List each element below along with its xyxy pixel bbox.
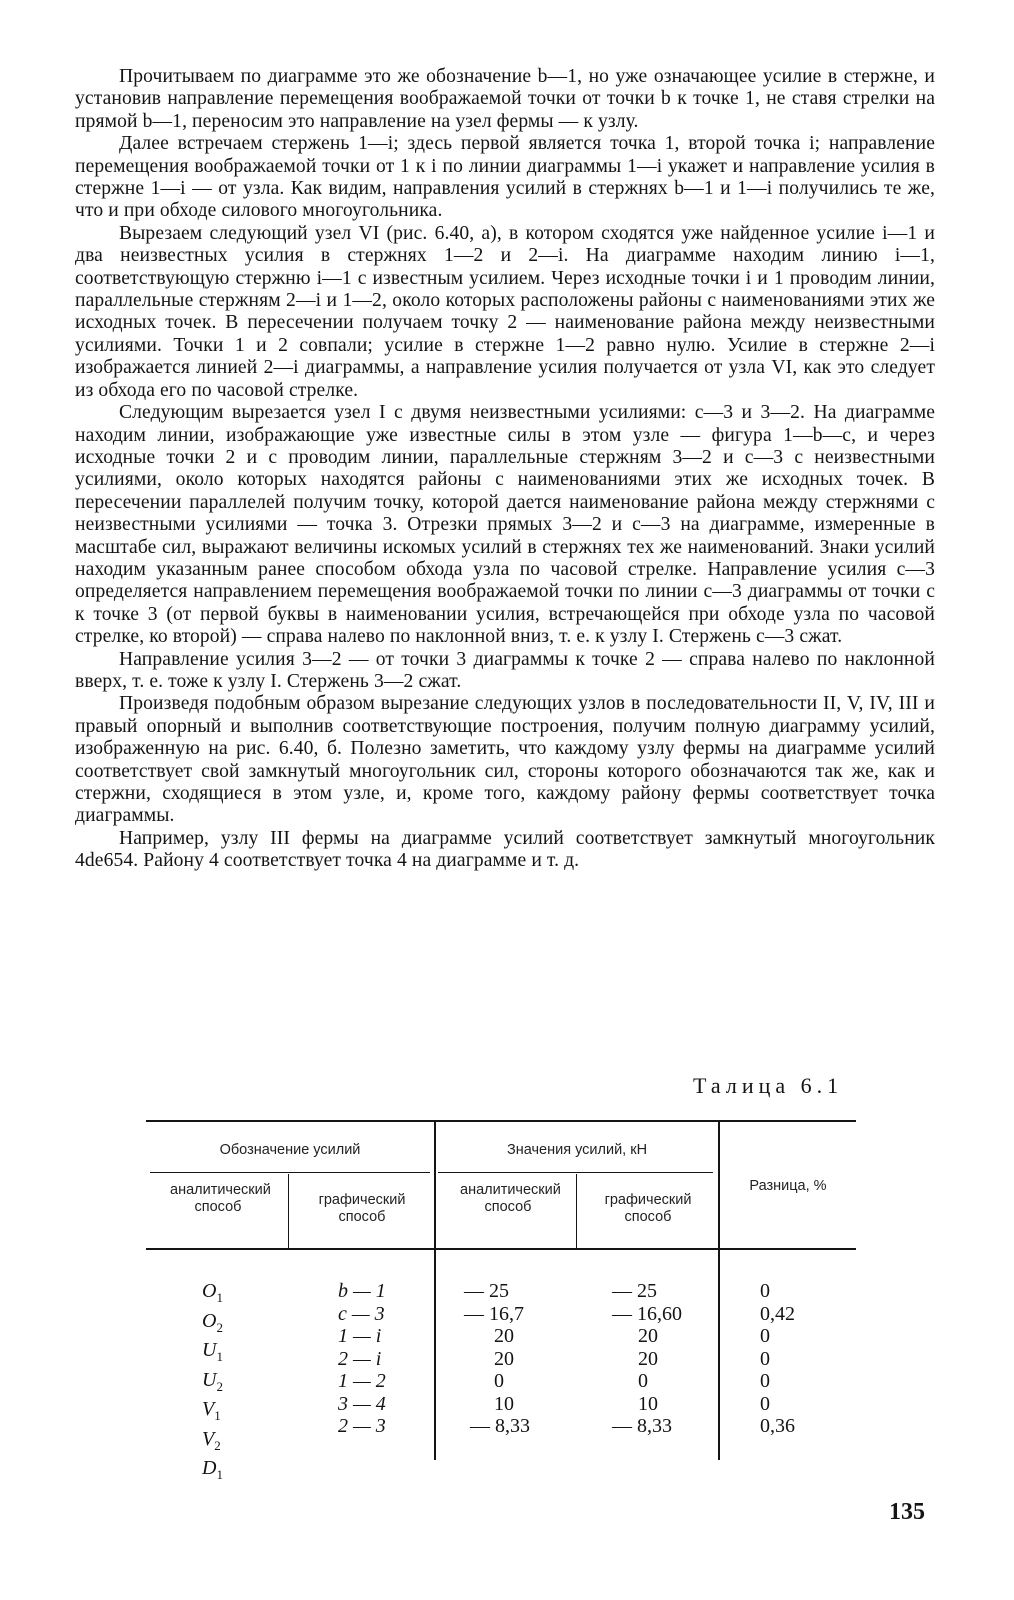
table-cell: $V_2$ [202,1427,221,1453]
table-top-rule [146,1120,856,1122]
paragraph: Например, узлу III фермы на диаграмме усилий соответствует замкнутый многоугольник 4de654. Району 4 соответствует точка 4 на диаграмме и т. д. [75,827,935,872]
table-cell: — 25 [612,1280,657,1302]
table-cell: 0 [638,1370,648,1392]
table-vline-1 [288,1174,289,1250]
header-analytic-method: аналитический способ [170,1182,271,1215]
table-cell: 10 [494,1392,514,1415]
column-value-analytic [464,1280,530,1438]
table-caption: Талица 6.1 [693,1073,844,1098]
table-group-rule-2 [438,1172,713,1173]
table-cell: $U_2$ [202,1368,223,1394]
table-vline-4 [718,1122,720,1460]
table-cell: 0 [760,1325,770,1347]
table-cell: $V_1$ [202,1398,221,1423]
paragraph: Прочитываем по диаграмме это же обозначение b—1, но уже означающее усилие в стержне, и установив направление перемещения воображаемой точки от точки b к точке 1, не ставя стрелки на прямой b—1, переносим это направление на узел фермы — к узлу. [75,66,935,132]
table-cell: 2 — 3 [338,1415,386,1437]
table-cell: 0 [494,1370,504,1392]
table-cell: 1 — i [338,1325,382,1347]
table-cell: — 8,33 [470,1415,530,1437]
column-difference [760,1280,795,1438]
paragraph: Следующим вырезается узел I с двумя неизвестными усилиями: c—3 и 3—2. На диаграмме находим линии, изображающие уже известные силы в этом узле — фигура 1—b—c, и через исходные точки 2 и c проводим линии, параллельные стержням 3—2 и c—3 с неизвестными усилиями, около которых находятся районы с наименованиями этих же исходных точек. В пересечении параллелей получим точку, которой дается наименование района между стержнями с неизвестными усилиями — точка 3. Отрезки прямых 3—2 и c—3 на диаграмме, измеренные в масштабе сил, выражают величины искомых усилий в стержнях тех же наименований. Знаки усилий находим указанным ранее способом обхода узла по часовой стрелке. Направление усилия c—3 определяется направлением перемещения воображаемой точки по линии c—3 диаграммы от точки c к точке 3 (от первой буквы в наименовании усилия, встречающейся при обходе узла по часовой стрелке, ко второй) — справа налево по наклонной вниз, т. е. к узлу I. Стержень c—3 сжат. [75,402,935,648]
table-cell: $O_2$ [202,1309,223,1335]
table-cell: c — 3 [338,1302,385,1325]
table-vline-2 [434,1122,436,1460]
table-cell: — 8,33 [612,1415,672,1437]
table-cell: 20 [494,1347,514,1370]
header-force-values: Значения усилий, кН [506,1142,648,1158]
table-cell: 2 — i [338,1347,382,1370]
header-graphic-method: графический способ [604,1192,692,1225]
table-cell: — 16,7 [464,1302,524,1325]
column-graphic-label [338,1280,386,1438]
table-cell: 0 [760,1347,770,1370]
table-cell: 0 [760,1280,770,1302]
paragraph: Направление усилия 3—2 — от точки 3 диаграммы к точке 2 — справа налево по наклонной вверх, т. е. тоже к узлу I. Стержень 3—2 сжат. [75,648,935,692]
table-cell: 0 [760,1370,770,1392]
table-cell: $O_1$ [202,1280,223,1305]
table-cell: 20 [494,1325,514,1347]
body-text [75,66,935,873]
table-cell: 10 [638,1392,658,1415]
table-cell: 3 — 4 [338,1392,386,1415]
header-analytic-method: аналитический способ [460,1182,561,1215]
table-cell: 0,36 [760,1415,795,1437]
header-difference: Разница, % [749,1178,827,1194]
table-cell: — 16,60 [612,1302,682,1325]
table-cell: $U_1$ [202,1339,223,1364]
header-force-designation: Обозначение усилий [219,1142,361,1158]
paragraph: Далее встречаем стержень 1—i; здесь первой является точка 1, второй точка i; направление перемещения воображаемой точки от 1 к i по линии диаграммы 1—i укажет и направление усилия в стержне 1—i — от узла. Как видим, направления усилий в стержнях b—1 и 1—i получились те же, что и при обходе силового многоугольника. [75,133,935,222]
column-analytic-symbol [202,1280,223,1487]
header-graphic-method: графический способ [318,1192,406,1225]
table-cell: b — 1 [338,1280,386,1302]
table-cell: — 25 [464,1280,509,1302]
table-cell: $D_1$ [202,1457,223,1482]
column-value-graphic [612,1280,682,1438]
page-number: 135 [889,1499,925,1525]
paragraph: Вырезаем следующий узел VI (рис. 6.40, а), в котором сходятся уже найденное усилие i—1 и два неизвестных усилия в стержнях 1—2 и 2—i. На диаграмме находим линию i—1, соответствующую стержню i—1 с известным усилием. Через исходные точки i и 1 проводим линии, параллельные стержням 2—i и 1—2, около которых расположены районы с наименованиями этих же исходных точек. В пересечении получаем точку 2 — наименование района между неизвестными усилиями. Точки 1 и 2 совпали; усилие в стержне 1—2 равно нулю. Усилие в стержне 2—i изображается линией 2—i диаграммы, а направление усилия получается от узла VI, как это следует из обхода его по часовой стрелке. [75,222,935,401]
table-cell: 20 [638,1347,658,1370]
table-header-rule [146,1248,856,1250]
table-cell: 20 [638,1325,658,1347]
table-cell: 0,42 [760,1302,795,1325]
paragraph: Произведя подобным образом вырезание следующих узлов в последовательности II, V, IV, III и правый опорный и выполнив соответствующие построения, получим полную диаграмму усилий, изображенную на рис. 6.40, б. Полезно заметить, что каждому узлу фермы на диаграмме усилий соответствует свой замкнутый многоугольник сил, стороны которого обозначаются так же, как и стержни, сходящиеся в этом узле, и, кроме того, каждому району фермы соответствует точка диаграммы. [75,693,935,827]
table-group-rule-1 [150,1172,430,1173]
table-cell: 1 — 2 [338,1370,386,1392]
table-vline-3 [576,1174,577,1250]
table-cell: 0 [760,1392,770,1415]
results-table [146,1120,856,1482]
